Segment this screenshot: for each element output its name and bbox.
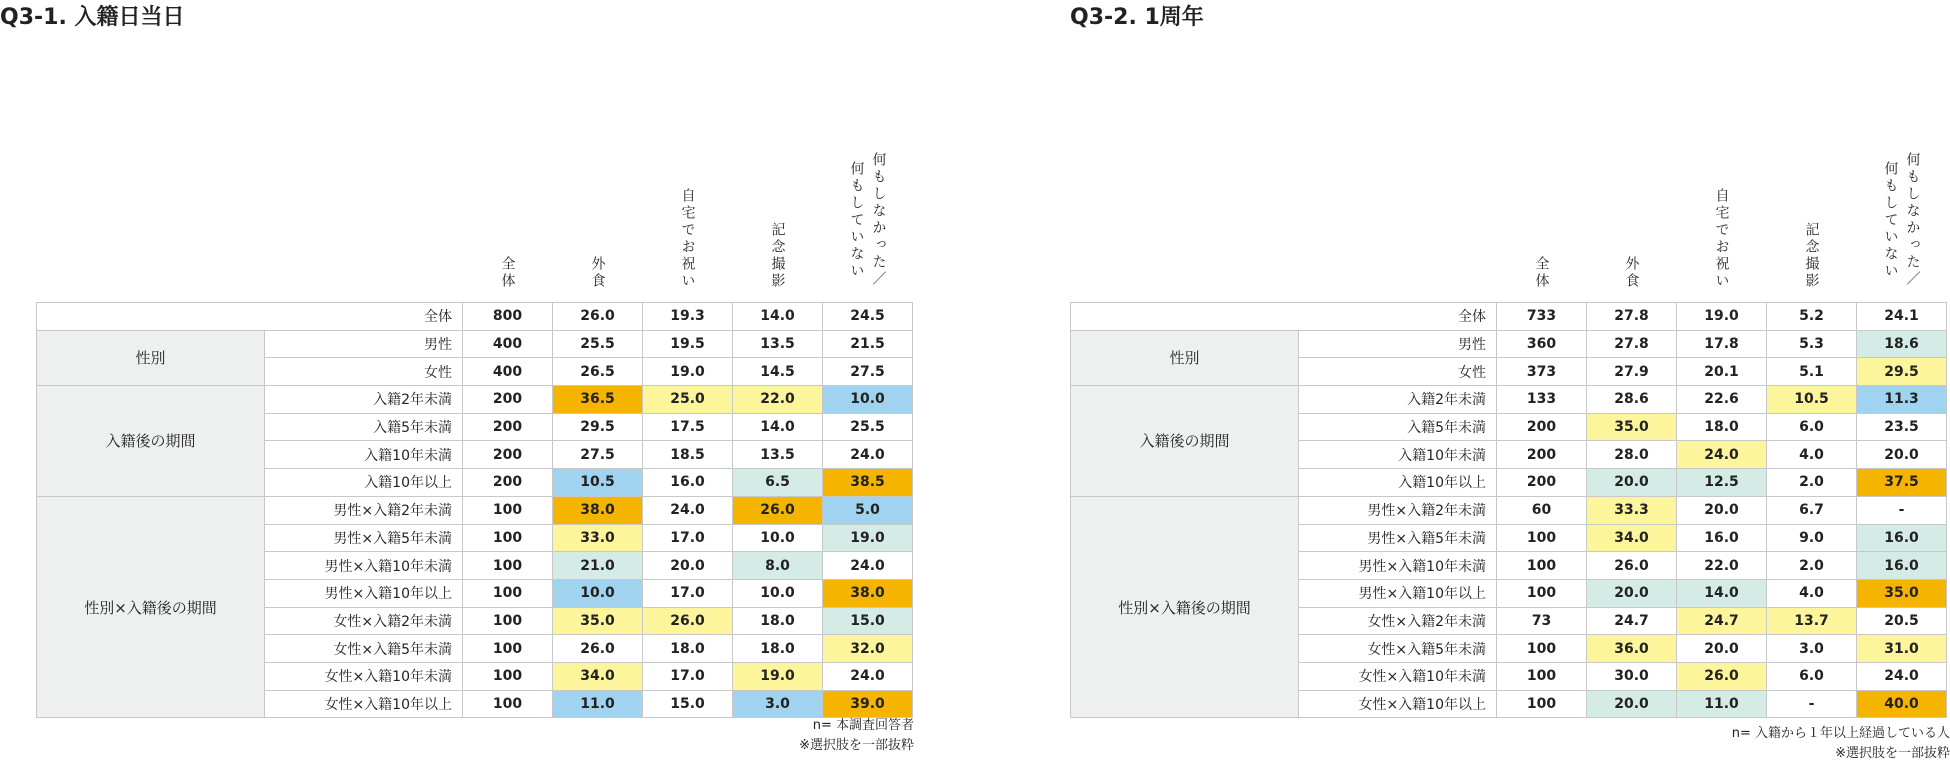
row-label: 全体 — [37, 303, 463, 331]
percent-cell: 17.0 — [643, 524, 733, 552]
percent-cell: 17.0 — [643, 579, 733, 607]
column-header-label: 全体 — [499, 256, 516, 290]
sample-size-cell: 733 — [1497, 303, 1587, 331]
sample-size-cell: 100 — [463, 496, 553, 524]
row-label: 女性×入籍2年未満 — [1299, 607, 1497, 635]
column-header-label: 何もしなかった／何もしていない — [848, 152, 887, 288]
header-spacer — [1071, 150, 1497, 303]
percent-cell: 38.5 — [823, 469, 913, 497]
percent-cell: 14.0 — [733, 413, 823, 441]
row-label: 女性×入籍10年未満 — [265, 662, 463, 690]
sample-size-cell: 60 — [1497, 496, 1587, 524]
percent-cell: 16.0 — [1857, 524, 1947, 552]
percent-cell: 20.0 — [1857, 441, 1947, 469]
percent-cell: 24.0 — [643, 496, 733, 524]
percent-cell: 20.0 — [643, 552, 733, 580]
percent-cell: 2.0 — [1767, 469, 1857, 497]
sample-size-cell: 100 — [1497, 524, 1587, 552]
percent-cell: 15.0 — [643, 690, 733, 718]
row-label: 男性×入籍10年以上 — [1299, 579, 1497, 607]
percent-cell: 20.1 — [1677, 358, 1767, 386]
row-label: 女性×入籍5年未満 — [265, 635, 463, 663]
percent-cell: 15.0 — [823, 607, 913, 635]
percent-cell: 21.0 — [553, 552, 643, 580]
sample-size-cell: 200 — [463, 469, 553, 497]
percent-cell: 20.0 — [1677, 635, 1767, 663]
row-label: 入籍5年未満 — [265, 413, 463, 441]
percent-cell: 19.0 — [733, 662, 823, 690]
percent-cell: 33.3 — [1587, 496, 1677, 524]
percent-cell: 24.7 — [1677, 607, 1767, 635]
percent-cell: 40.0 — [1857, 690, 1947, 718]
percent-cell: 25.5 — [553, 330, 643, 358]
percent-cell: 31.0 — [1857, 635, 1947, 663]
percent-cell: 35.0 — [553, 607, 643, 635]
percent-cell: 13.5 — [733, 441, 823, 469]
column-header — [463, 150, 553, 303]
row-label: 男性×入籍2年未満 — [265, 496, 463, 524]
percent-cell: 19.0 — [643, 358, 733, 386]
column-header — [643, 150, 733, 303]
row-label: 男性×入籍10年未満 — [1299, 552, 1497, 580]
percent-cell: 27.9 — [1587, 358, 1677, 386]
percent-cell: 28.6 — [1587, 386, 1677, 414]
row-label: 男性×入籍10年未満 — [265, 552, 463, 580]
percent-cell: 26.5 — [553, 358, 643, 386]
row-group-label: 性別 — [1071, 330, 1299, 385]
row-label: 男性×入籍5年未満 — [1299, 524, 1497, 552]
sample-size-cell: 200 — [463, 413, 553, 441]
row-label: 男性×入籍2年未満 — [1299, 496, 1497, 524]
table-row — [37, 330, 913, 358]
row-group-label: 入籍後の期間 — [1071, 386, 1299, 497]
column-header-label: 記念撮影 — [769, 222, 786, 290]
row-group-label: 性別×入籍後の期間 — [1071, 496, 1299, 718]
percent-cell: 6.5 — [733, 469, 823, 497]
sample-size-cell: 100 — [463, 524, 553, 552]
percent-cell: 16.0 — [643, 469, 733, 497]
percent-cell: 10.0 — [733, 524, 823, 552]
row-group-label: 入籍後の期間 — [37, 386, 265, 497]
percent-cell: 19.3 — [643, 303, 733, 331]
column-header-label: 全体 — [1533, 256, 1550, 290]
sample-size-cell: 400 — [463, 358, 553, 386]
results-table-first-anniversary — [1070, 150, 1947, 718]
percent-cell: 29.5 — [553, 413, 643, 441]
percent-cell: 16.0 — [1857, 552, 1947, 580]
percent-cell: 22.6 — [1677, 386, 1767, 414]
sample-size-cell: 100 — [1497, 552, 1587, 580]
sample-size-cell: 373 — [1497, 358, 1587, 386]
percent-cell: 24.0 — [823, 552, 913, 580]
row-label: 入籍10年以上 — [265, 469, 463, 497]
sample-size-cell: 400 — [463, 330, 553, 358]
percent-cell: 32.0 — [823, 635, 913, 663]
percent-cell: 18.5 — [643, 441, 733, 469]
percent-cell: - — [1767, 690, 1857, 718]
percent-cell: 24.0 — [823, 662, 913, 690]
percent-cell: 26.0 — [553, 635, 643, 663]
percent-cell: 6.0 — [1767, 662, 1857, 690]
percent-cell: 19.0 — [823, 524, 913, 552]
percent-cell: 26.0 — [643, 607, 733, 635]
percent-cell: 17.5 — [643, 413, 733, 441]
percent-cell: 6.0 — [1767, 413, 1857, 441]
column-header-label: 記念撮影 — [1803, 222, 1820, 290]
table-row — [1071, 386, 1947, 414]
percent-cell: 11.0 — [1677, 690, 1767, 718]
percent-cell: 11.0 — [553, 690, 643, 718]
sample-size-cell: 100 — [463, 635, 553, 663]
percent-cell: 34.0 — [553, 662, 643, 690]
percent-cell: 23.5 — [1857, 413, 1947, 441]
percent-cell: 18.6 — [1857, 330, 1947, 358]
sample-size-cell: 100 — [463, 607, 553, 635]
column-header — [1857, 150, 1947, 303]
column-header — [733, 150, 823, 303]
row-label: 女性 — [1299, 358, 1497, 386]
table-note-sample: n= 本調査回答者 — [812, 718, 914, 733]
percent-cell: 26.0 — [733, 496, 823, 524]
percent-cell: 24.1 — [1857, 303, 1947, 331]
row-label: 男性×入籍5年未満 — [265, 524, 463, 552]
sample-size-cell: 100 — [1497, 662, 1587, 690]
percent-cell: 11.3 — [1857, 386, 1947, 414]
percent-cell: 36.0 — [1587, 635, 1677, 663]
column-header-label: 外食 — [1623, 256, 1640, 290]
percent-cell: 6.7 — [1767, 496, 1857, 524]
percent-cell: 27.5 — [553, 441, 643, 469]
column-header — [553, 150, 643, 303]
sample-size-cell: 200 — [1497, 441, 1587, 469]
sample-size-cell: 100 — [463, 579, 553, 607]
percent-cell: 14.0 — [733, 303, 823, 331]
header-spacer — [37, 150, 463, 303]
column-header — [1677, 150, 1767, 303]
row-label: 入籍10年未満 — [1299, 441, 1497, 469]
row-label: 全体 — [1071, 303, 1497, 331]
percent-cell: 5.3 — [1767, 330, 1857, 358]
percent-cell: 24.0 — [823, 441, 913, 469]
percent-cell: 20.0 — [1587, 690, 1677, 718]
percent-cell: 4.0 — [1767, 441, 1857, 469]
row-label: 入籍2年未満 — [265, 386, 463, 414]
table-row — [1071, 330, 1947, 358]
percent-cell: 25.0 — [643, 386, 733, 414]
percent-cell: 16.0 — [1677, 524, 1767, 552]
percent-cell: 8.0 — [733, 552, 823, 580]
sample-size-cell: 200 — [463, 441, 553, 469]
percent-cell: 21.5 — [823, 330, 913, 358]
percent-cell: 22.0 — [1677, 552, 1767, 580]
row-label: 男性 — [265, 330, 463, 358]
percent-cell: 10.0 — [733, 579, 823, 607]
row-label: 女性×入籍2年未満 — [265, 607, 463, 635]
sample-size-cell: 100 — [463, 552, 553, 580]
percent-cell: 5.0 — [823, 496, 913, 524]
sample-size-cell: 100 — [463, 690, 553, 718]
percent-cell: 3.0 — [1767, 635, 1857, 663]
table-note-excerpt: ※選択肢を一部抜粋 — [1835, 746, 1950, 761]
percent-cell: 13.5 — [733, 330, 823, 358]
percent-cell: 18.0 — [1677, 413, 1767, 441]
sample-size-cell: 360 — [1497, 330, 1587, 358]
table-row — [37, 386, 913, 414]
column-header-label: 何もしなかった／何もしていない — [1882, 152, 1921, 288]
percent-cell: 10.5 — [553, 469, 643, 497]
percent-cell: 19.5 — [643, 330, 733, 358]
column-header-label: 自宅でお祝い — [1713, 188, 1730, 290]
row-label: 女性×入籍5年未満 — [1299, 635, 1497, 663]
percent-cell: 17.8 — [1677, 330, 1767, 358]
percent-cell: 20.0 — [1587, 469, 1677, 497]
sample-size-cell: 100 — [1497, 635, 1587, 663]
percent-cell: 35.0 — [1587, 413, 1677, 441]
table-row — [1071, 496, 1947, 524]
percent-cell: 3.0 — [733, 690, 823, 718]
percent-cell: - — [1857, 496, 1947, 524]
results-table-entry-day — [36, 150, 913, 718]
column-header — [1587, 150, 1677, 303]
percent-cell: 24.0 — [1677, 441, 1767, 469]
percent-cell: 24.0 — [1857, 662, 1947, 690]
percent-cell: 14.0 — [1677, 579, 1767, 607]
percent-cell: 25.5 — [823, 413, 913, 441]
percent-cell: 27.8 — [1587, 330, 1677, 358]
sample-size-cell: 133 — [1497, 386, 1587, 414]
percent-cell: 19.0 — [1677, 303, 1767, 331]
row-label: 入籍10年未満 — [265, 441, 463, 469]
row-label: 女性×入籍10年未満 — [1299, 662, 1497, 690]
row-label: 入籍10年以上 — [1299, 469, 1497, 497]
column-header-label: 外食 — [589, 256, 606, 290]
table-note-sample: n= 入籍から１年以上経過している人 — [1731, 726, 1950, 741]
table-row — [37, 496, 913, 524]
sample-size-cell: 200 — [1497, 469, 1587, 497]
row-group-label: 性別 — [37, 330, 265, 385]
row-label: 男性 — [1299, 330, 1497, 358]
chart-title-first-anniversary: Q3-2. 1周年 — [1070, 5, 1204, 30]
row-label: 女性 — [265, 358, 463, 386]
percent-cell: 24.7 — [1587, 607, 1677, 635]
percent-cell: 28.0 — [1587, 441, 1677, 469]
row-label: 入籍2年未満 — [1299, 386, 1497, 414]
percent-cell: 10.5 — [1767, 386, 1857, 414]
percent-cell: 36.5 — [553, 386, 643, 414]
percent-cell: 10.0 — [823, 386, 913, 414]
column-header — [823, 150, 913, 303]
row-label: 男性×入籍10年以上 — [265, 579, 463, 607]
percent-cell: 26.0 — [553, 303, 643, 331]
table-row — [37, 303, 913, 331]
chart-title-entry-day: Q3-1. 入籍日当日 — [0, 5, 185, 30]
percent-cell: 4.0 — [1767, 579, 1857, 607]
percent-cell: 13.7 — [1767, 607, 1857, 635]
percent-cell: 14.5 — [733, 358, 823, 386]
percent-cell: 24.5 — [823, 303, 913, 331]
percent-cell: 20.5 — [1857, 607, 1947, 635]
percent-cell: 17.0 — [643, 662, 733, 690]
sample-size-cell: 100 — [1497, 690, 1587, 718]
sample-size-cell: 73 — [1497, 607, 1587, 635]
column-header — [1767, 150, 1857, 303]
percent-cell: 34.0 — [1587, 524, 1677, 552]
percent-cell: 27.5 — [823, 358, 913, 386]
percent-cell: 22.0 — [733, 386, 823, 414]
percent-cell: 35.0 — [1857, 579, 1947, 607]
percent-cell: 5.1 — [1767, 358, 1857, 386]
percent-cell: 12.5 — [1677, 469, 1767, 497]
percent-cell: 27.8 — [1587, 303, 1677, 331]
percent-cell: 18.0 — [733, 607, 823, 635]
row-label: 入籍5年未満 — [1299, 413, 1497, 441]
table-note-excerpt: ※選択肢を一部抜粋 — [799, 738, 914, 753]
percent-cell: 30.0 — [1587, 662, 1677, 690]
row-label: 女性×入籍10年以上 — [265, 690, 463, 718]
column-header-label: 自宅でお祝い — [679, 188, 696, 290]
percent-cell: 20.0 — [1587, 579, 1677, 607]
percent-cell: 33.0 — [553, 524, 643, 552]
percent-cell: 18.0 — [733, 635, 823, 663]
row-label: 女性×入籍10年以上 — [1299, 690, 1497, 718]
sample-size-cell: 800 — [463, 303, 553, 331]
percent-cell: 5.2 — [1767, 303, 1857, 331]
percent-cell: 39.0 — [823, 690, 913, 718]
sample-size-cell: 200 — [463, 386, 553, 414]
percent-cell: 26.0 — [1677, 662, 1767, 690]
column-header — [1497, 150, 1587, 303]
percent-cell: 38.0 — [553, 496, 643, 524]
percent-cell: 26.0 — [1587, 552, 1677, 580]
table-row — [1071, 303, 1947, 331]
percent-cell: 37.5 — [1857, 469, 1947, 497]
row-group-label: 性別×入籍後の期間 — [37, 496, 265, 718]
percent-cell: 9.0 — [1767, 524, 1857, 552]
sample-size-cell: 100 — [1497, 579, 1587, 607]
percent-cell: 18.0 — [643, 635, 733, 663]
percent-cell: 2.0 — [1767, 552, 1857, 580]
sample-size-cell: 100 — [463, 662, 553, 690]
percent-cell: 10.0 — [553, 579, 643, 607]
percent-cell: 20.0 — [1677, 496, 1767, 524]
sample-size-cell: 200 — [1497, 413, 1587, 441]
percent-cell: 38.0 — [823, 579, 913, 607]
percent-cell: 29.5 — [1857, 358, 1947, 386]
